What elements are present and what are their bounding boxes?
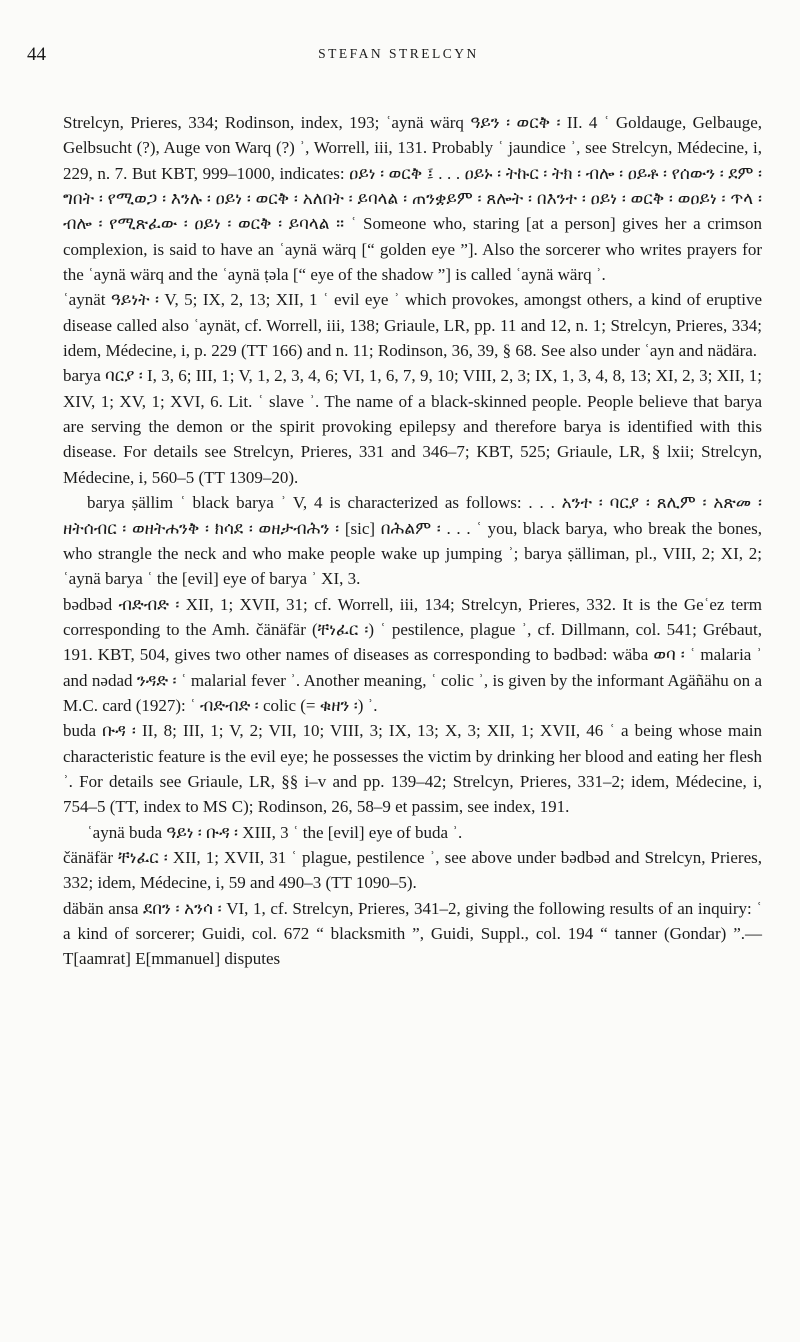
entry-daban-ansa: däbän ansa ደበን ፡ አንሳ ፡ VI, 1, cf. Strelcyn, Prieres, 341–2, giving the following results of an inquiry: ʿ a kind of sorcerer; Guidi, col. 672 “ blacksmith ”, Guidi, Suppl., col. 194 “ tanner (Gondar) ”.—T[aamrat] E[mmanuel] disputes bbox=[63, 898, 762, 969]
entry-barya-sallim: barya ṣällim ʿ black barya ʾ V, 4 is characterized as follows: . . . አንተ ፡ ባርያ ፡ ጸሊም ፡ አጽመ ፡ ዘትሰብር ፡ ወዘትሐንቅ ፡ ክሳደ ፡ ወዘታብሕን ፡ [sic] በሕልም ፡ . . . ʿ you, black barya, who break the bones, who strangle the neck and who make people wake up jumping ʾ; barya ṣälliman, pl., VIII, 2; XI, 2; ʿaynä barya ʿ the [evil] eye of barya ʾ XI, 3. bbox=[63, 493, 762, 589]
running-head: STEFAN STRELCYN bbox=[318, 46, 479, 61]
body-text bbox=[63, 110, 762, 972]
entry-buda: buda ቡዳ ፡ II, 8; III, 1; V, 2; VII, 10; VIII, 3; IX, 13; X, 3; XII, 1; XVII, 46 ʿ a being whose main characteristic feature is the evil eye; he possesses the victim by drinking her blood and eating her flesh ʾ. For details see Griaule, LR, §§ i–v and pp. 139–42; Strelcyn, Prieres, 331–2; idem, Médecine, i, 754–5 (TT, index to MS C); Rodinson, 26, 58–9 et passim, see index, 191. bbox=[63, 721, 762, 817]
entry-badbad: bədbəd ብድብድ ፡ XII, 1; XVII, 31; cf. Worrell, iii, 134; Strelcyn, Prieres, 332. It is the Geʿez term corresponding to the Amh. čänäfär (ቸነፈር ፡) ʿ pestilence, plague ʾ, cf. Dillmann, col. 541; Grébaut, 191. KBT, 504, gives two other names of diseases as corresponding to bədbəd: wäba ወባ ፡ ʿ malaria ʾ and nədad ንዳድ ፡ ʿ malarial fever ʾ. Another meaning, ʿ colic ʾ, is given by the informant Agäñähu on a M.C. card (1927): ʿ ብድብድ ፡ colic (= ቁዘን ፡) ʾ. bbox=[63, 594, 762, 715]
entry-aynat: ʿaynät ዓይነት ፡ V, 5; IX, 2, 13; XII, 1 ʿ evil eye ʾ which provokes, amongst others, a kind of eruptive disease called also ʿaynät, cf. Worrell, iii, 138; Griaule, LR, pp. 11 and 12, n. 1; Strelcyn, Prieres, 334; idem, Médecine, i, p. 229 (TT 166) and n. 11; Rodinson, 36, 39, § 68. See also under ʿayn and nädära. bbox=[63, 290, 762, 361]
page-header bbox=[27, 44, 770, 72]
entry-barya: barya ባርያ ፡ I, 3, 6; III, 1; V, 1, 2, 3, 4, 6; VI, 1, 6, 7, 9, 10; VIII, 2, 3; IX, 1, 3, 4, 8, 13; XI, 2, 3; XII, 1; XIV, 1; XV, 1; XVI, 6. Lit. ʿ slave ʾ. The name of a black-skinned people. People believe that barya are serving the demon or the spirit provoking epilepsy and therefore barya is identified with this disease. For details see Strelcyn, Prieres, 331 and 346–7; KBT, 525; Griaule, LR, § lxii; Strelcyn, Médecine, i, 560–5 (TT 1309–20). bbox=[63, 366, 762, 487]
page-number: 44 bbox=[27, 44, 46, 65]
paragraph-aynawarq-continuation: Strelcyn, Prieres, 334; Rodinson, index, 193; ʿaynä wärq ዓይን ፡ ወርቅ ፡ II. 4 ʿ Goldauge, Gelbauge, Gelbsucht (?), Auge von Warq (?) ʾ, Worrell, iii, 131. Probably ʿ jaundice ʾ, see Strelcyn, Médecine, i, 229, n. 7. But KBT, 999–1000, indicates: ዐይነ ፡ ወርቅ ፤ . . . ዐይኑ ፡ ትኩር ፡ ትክ ፡ ብሎ ፡ ዐይቶ ፡ የሰውን ፡ ደም ፡ ግበት ፡ የሚወጋ ፡ እንሉ ፡ ዐይነ ፡ ወርቅ ፡ አለበት ፡ ይባላል ፡ ጠንቋይም ፡ ጸሎት ፡ በእንተ ፡ ዐይነ ፡ ወርቅ ፡ ወዐይነ ፡ ጥላ ፡ ብሎ ፡ የሚጽፈው ፡ ዐይነ ፡ ወርቅ ፡ ይባላል ። ʿ Someone who, staring [at a person] gives her a crimson complexion, is said to have an ʿaynä wärq [“ golden eye ”]. Also the sorcerer who writes prayers for the ʿaynä wärq and the ʿaynä ṭəla [“ eye of the shadow ”] is called ʿaynä wärq ʾ. bbox=[63, 113, 762, 285]
entry-canafar: čänäfär ቸነፈር ፡ XII, 1; XVII, 31 ʿ plague, pestilence ʾ, see above under bədbəd and Strelcyn, Prieres, 332; idem, Médecine, i, 59 and 490–3 (TT 1090–5). bbox=[63, 847, 762, 893]
entry-ayna-buda: ʿaynä buda ዓይነ ፡ ቡዳ ፡ XIII, 3 ʿ the [evil] eye of buda ʾ. bbox=[87, 822, 463, 842]
